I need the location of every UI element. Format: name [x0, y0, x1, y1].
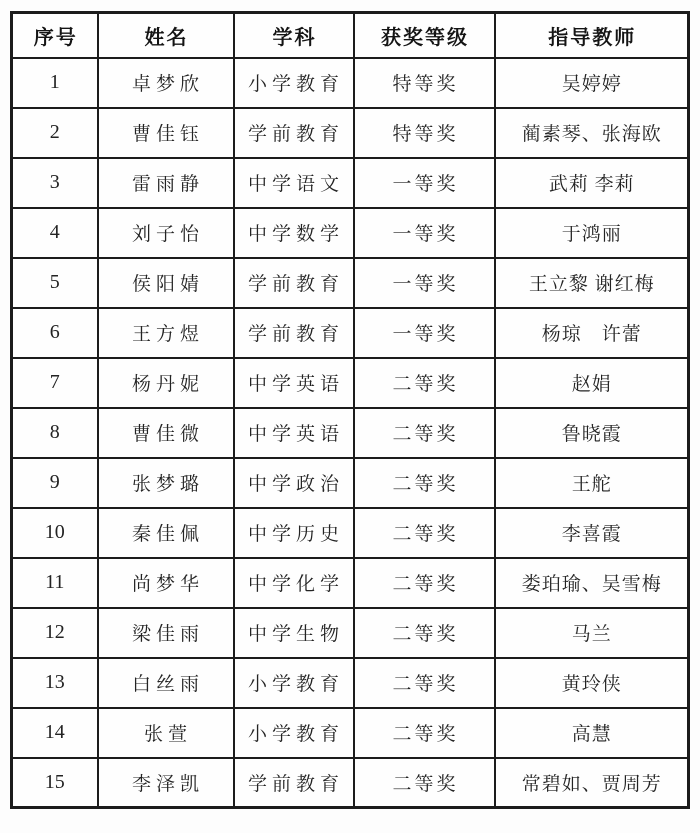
table-row — [12, 458, 689, 508]
cell-award: 二等奖 — [354, 758, 495, 808]
cell-teachers: 黄玲侠 — [495, 658, 689, 708]
cell-index: 11 — [12, 558, 98, 608]
cell-index: 13 — [12, 658, 98, 708]
cell-index: 8 — [12, 408, 98, 458]
cell-teachers: 常碧如、贾周芳 — [495, 758, 689, 808]
cell-award: 二等奖 — [354, 708, 495, 758]
cell-teachers: 李喜霞 — [495, 508, 689, 558]
cell-teachers: 娄珀瑜、吴雪梅 — [495, 558, 689, 608]
cell-teachers: 王舵 — [495, 458, 689, 508]
cell-index: 2 — [12, 108, 98, 158]
table-row — [12, 558, 689, 608]
cell-name: 曹佳微 — [98, 408, 234, 458]
cell-subject: 中学英语 — [234, 358, 354, 408]
header-cell-award: 获奖等级 — [354, 13, 495, 58]
cell-award: 一等奖 — [354, 158, 495, 208]
cell-teachers: 鲁晓霞 — [495, 408, 689, 458]
cell-name: 梁佳雨 — [98, 608, 234, 658]
cell-subject: 学前教育 — [234, 758, 354, 808]
cell-award: 一等奖 — [354, 258, 495, 308]
cell-index: 3 — [12, 158, 98, 208]
cell-name: 侯阳婧 — [98, 258, 234, 308]
cell-teachers: 杨琼 许蕾 — [495, 308, 689, 358]
cell-index: 12 — [12, 608, 98, 658]
cell-index: 9 — [12, 458, 98, 508]
cell-award: 二等奖 — [354, 608, 495, 658]
cell-name: 尚梦华 — [98, 558, 234, 608]
header-cell-subject: 学科 — [234, 13, 354, 58]
header-row — [12, 13, 689, 58]
cell-subject: 小学教育 — [234, 708, 354, 758]
cell-award: 二等奖 — [354, 458, 495, 508]
cell-teachers: 高慧 — [495, 708, 689, 758]
cell-subject: 中学数学 — [234, 208, 354, 258]
cell-teachers: 蔺素琴、张海欧 — [495, 108, 689, 158]
cell-award: 一等奖 — [354, 208, 495, 258]
cell-teachers: 吴婷婷 — [495, 58, 689, 108]
cell-subject: 小学教育 — [234, 58, 354, 108]
cell-award: 二等奖 — [354, 558, 495, 608]
header-cell-name: 姓名 — [98, 13, 234, 58]
cell-name: 刘子怡 — [98, 208, 234, 258]
cell-index: 10 — [12, 508, 98, 558]
cell-subject: 中学语文 — [234, 158, 354, 208]
cell-award: 一等奖 — [354, 308, 495, 358]
cell-name: 李泽凯 — [98, 758, 234, 808]
cell-award: 特等奖 — [354, 58, 495, 108]
table-row — [12, 658, 689, 708]
table-row — [12, 358, 689, 408]
cell-award: 二等奖 — [354, 508, 495, 558]
cell-subject: 中学英语 — [234, 408, 354, 458]
cell-subject: 学前教育 — [234, 108, 354, 158]
table-row — [12, 708, 689, 758]
cell-name: 雷雨静 — [98, 158, 234, 208]
cell-name: 张萱 — [98, 708, 234, 758]
cell-index: 14 — [12, 708, 98, 758]
table-body — [12, 58, 689, 808]
cell-award: 特等奖 — [354, 108, 495, 158]
table-row — [12, 158, 689, 208]
table-row — [12, 508, 689, 558]
table-row — [12, 208, 689, 258]
cell-index: 6 — [12, 308, 98, 358]
cell-name: 白丝雨 — [98, 658, 234, 708]
cell-name: 曹佳钰 — [98, 108, 234, 158]
cell-subject: 学前教育 — [234, 258, 354, 308]
cell-award: 二等奖 — [354, 358, 495, 408]
cell-teachers: 王立黎 谢红梅 — [495, 258, 689, 308]
cell-subject: 中学历史 — [234, 508, 354, 558]
awards-table — [10, 11, 690, 809]
cell-index: 5 — [12, 258, 98, 308]
table-row — [12, 258, 689, 308]
cell-subject: 中学化学 — [234, 558, 354, 608]
table-row — [12, 608, 689, 658]
cell-name: 王方煜 — [98, 308, 234, 358]
cell-index: 4 — [12, 208, 98, 258]
cell-teachers: 赵娟 — [495, 358, 689, 408]
header-cell-index: 序号 — [12, 13, 98, 58]
table-row — [12, 308, 689, 358]
cell-name: 秦佳佩 — [98, 508, 234, 558]
cell-subject: 中学生物 — [234, 608, 354, 658]
table-row — [12, 408, 689, 458]
table-row — [12, 58, 689, 108]
table-row — [12, 108, 689, 158]
cell-name: 张梦璐 — [98, 458, 234, 508]
cell-subject: 小学教育 — [234, 658, 354, 708]
cell-teachers: 武莉 李莉 — [495, 158, 689, 208]
cell-index: 1 — [12, 58, 98, 108]
cell-subject: 中学政治 — [234, 458, 354, 508]
cell-index: 7 — [12, 358, 98, 408]
table-row — [12, 758, 689, 808]
cell-award: 二等奖 — [354, 658, 495, 708]
cell-name: 杨丹妮 — [98, 358, 234, 408]
cell-subject: 学前教育 — [234, 308, 354, 358]
cell-teachers: 马兰 — [495, 608, 689, 658]
cell-name: 卓梦欣 — [98, 58, 234, 108]
header-cell-teachers: 指导教师 — [495, 13, 689, 58]
cell-teachers: 于鸿丽 — [495, 208, 689, 258]
cell-award: 二等奖 — [354, 408, 495, 458]
table-header — [12, 13, 689, 58]
cell-index: 15 — [12, 758, 98, 808]
